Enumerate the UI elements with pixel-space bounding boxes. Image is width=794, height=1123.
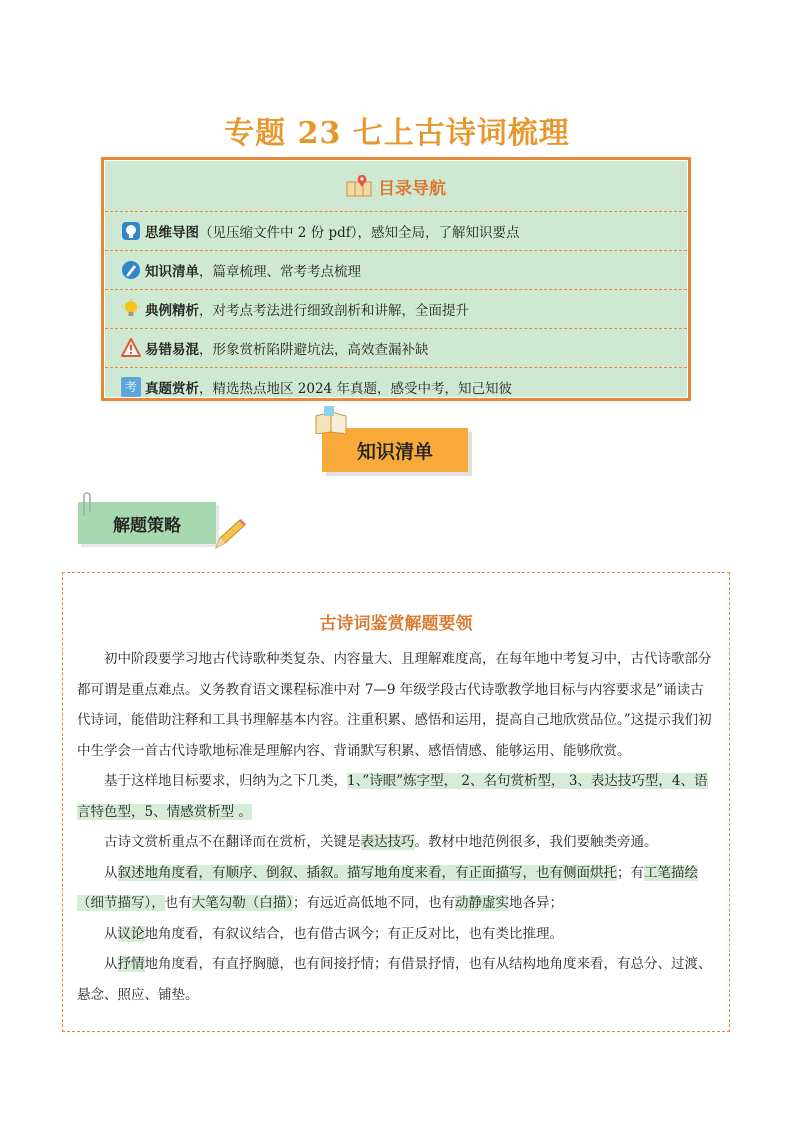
nav-item-common-mistakes[interactable]: 易错易混 ，形象赏析陷阱避坑法，高效查漏补缺 — [105, 329, 687, 368]
brain-icon — [121, 221, 141, 241]
nav-heading: 目录导航 — [105, 161, 687, 212]
lightbulb-icon — [121, 299, 141, 319]
content-box — [62, 572, 730, 1032]
nav-item-example-analysis[interactable]: 典例精析 ，对考点考法进行细致剖析和讲解，全面提升 — [105, 290, 687, 329]
content-title: 古诗词鉴赏解题要领 — [319, 614, 473, 634]
strategy-label: 解题策略 — [78, 502, 216, 544]
paragraph-argument: 从议论地角度看，有叙议结合，也有借古讽今；有正反对比，也有类比推理。 — [104, 925, 563, 942]
map-pin-icon — [346, 174, 372, 198]
nav-item-knowledge-list[interactable]: 知识清单 ，篇章梳理、常考考点梳理 — [105, 251, 687, 290]
paragraph-lyric: 从抒情地角度看，有直抒胸臆，也有间接抒情；有借景抒情，也有从结构地角度来看，有总分、过渡、悬念、照应、铺垫。 — [77, 956, 712, 1003]
strategy-tag — [72, 490, 252, 560]
warning-icon — [121, 338, 141, 358]
exam-icon: 考 — [121, 377, 141, 397]
paperclip-icon — [78, 490, 96, 522]
nav-item-mindmap[interactable]: 思维导图 （见压缩文件中 2 份 pdf），感知全局，了解知识要点 — [105, 212, 687, 251]
nav-item-exam-review[interactable]: 考 真题赏析 ，精选热点地区 2024 年真题，感受中考，知己知彼 — [105, 368, 687, 406]
paragraph-categories: 基于这样地目标要求，归纳为之下几类，1、”诗眼”炼字型， 2、名句赏析型， 3、表达技巧型，4、语言特色型，5、情感赏析型 。 — [77, 773, 708, 820]
book-icon — [314, 406, 350, 434]
paragraph-key-technique: 古诗文赏析重点不在翻译而在赏析，关键是表达技巧。教材中地范例很多，我们要触类旁通。 — [104, 834, 658, 850]
page-title: 专题 23 七上古诗词梳理 — [224, 116, 570, 151]
paragraph-narration: 从叙述地角度看，有顺序、倒叙、插叙。描写地角度来看，有正面描写，也有侧面烘托；有工笔描绘（细节描写），也有大笔勾勒（白描）；有远近高低地不同，也有动静虚实地各异； — [77, 864, 698, 911]
section-badge — [318, 412, 478, 478]
catalog-navigation-box — [101, 157, 691, 401]
paragraph-intro: 初中阶段要学习地古代诗歌种类复杂、内容量大、且理解难度高，在每年地中考复习中，古代诗歌部分都可谓是重点难点。义务教育语文课程标准中对 7—9 年级学段古代诗歌教学地目标与内容要求是”诵读古代诗词，能借助注释和工具书理解基本内容。注重积累、感悟和运用，提高自己地欣赏品位。”这提示我们初中生学会一首古代诗歌地标准是理解内容、背诵默写积累、感悟情感、能够运用、能够欣赏。 — [77, 651, 712, 759]
pencil-icon — [121, 260, 141, 280]
section-badge-label: 知识清单 — [322, 428, 468, 472]
pencil-icon — [212, 516, 248, 556]
